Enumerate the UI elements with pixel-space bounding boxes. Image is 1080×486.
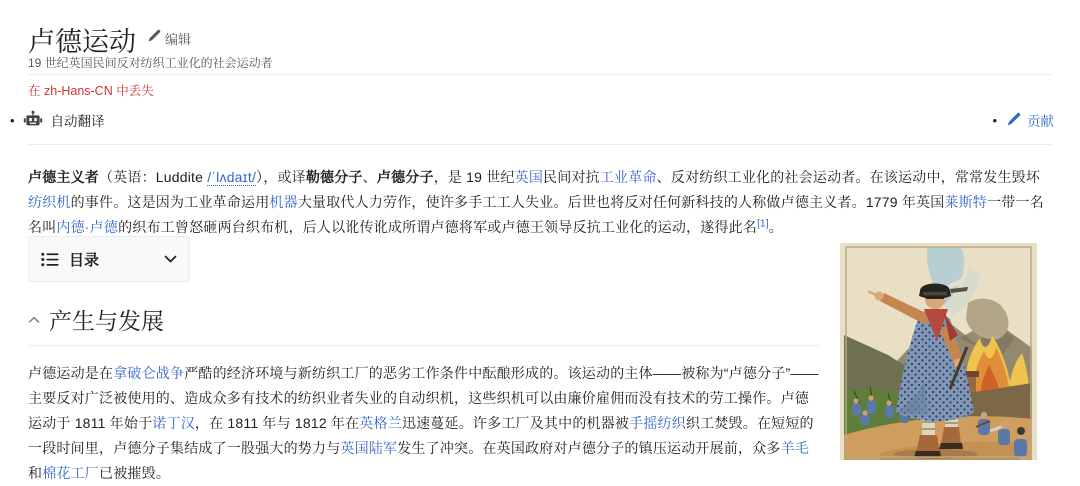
edit-label: 编辑 bbox=[165, 31, 192, 47]
divider bbox=[28, 74, 1052, 75]
edit-pencil-icon bbox=[146, 29, 161, 44]
article-image[interactable] bbox=[840, 243, 1037, 460]
divider bbox=[28, 144, 1052, 145]
tagline: 19 世纪英国民间反对纺织工业化的社会运动者 bbox=[28, 56, 273, 70]
wiki-link[interactable]: 手摇纺织 bbox=[629, 415, 686, 431]
luddite-leader-illustration bbox=[840, 243, 1037, 460]
robot-icon bbox=[23, 110, 43, 130]
wiki-link[interactable]: 拿破仑战争 bbox=[113, 365, 185, 381]
lead-paragraph: 卢德主义者（英语：Luddite /ˈlʌdaɪt/），或译勒德分子、卢德分子，是 19 世纪英国民间对抗工业革命、反对纺织工业化的社会运动者。在该运动中，常常发生毁坏纺织机的事件。这是因为工业革命运用机器大量取代人力劳作，使许多手工工人失业。后世也将反对任何新科技的人称做卢德主义者。1779 年英国莱斯特一带一名名叫内德·卢德的织布工曾怒砸两台织布机，后人以讹传讹成所谓卢德将军或卢德王领导反抗工业化的运动，遂得此名[1]。 bbox=[28, 169, 1044, 235]
wiki-link[interactable]: 英国 bbox=[514, 169, 544, 185]
auto-translate-item[interactable] bbox=[10, 110, 105, 130]
page-issues-row bbox=[10, 110, 1054, 130]
section-paragraph: 卢德运动是在拿破仑战争严酷的经济环境与新纺织工厂的恶劣工作条件中酝酿形成的。该运动的主体——被称为“卢德分子”——主要反对广泛被使用的、造成众多有技术的纺织业者失业的自动织机，这些织机可以由廉价雇佣而没有技术的劳工操作。卢德运动于 1811 年始于诺丁汉，在 1811 年与 1812 年在英格兰迅速蔓延。许多工厂及其中的机器被手摇纺织织工焚毁。在短短的一段时间里，卢德分子集结成了一股强大的势力与英国陆军发生了冲突。在英国政府对卢德分子的镇压运动开展前，众多羊毛和棉花工厂已被摧毁。 bbox=[28, 365, 819, 481]
ipa-link[interactable]: /ˈlʌdaɪt/ bbox=[207, 169, 257, 185]
bold-term: 卢德分子 bbox=[376, 169, 434, 185]
wiki-link[interactable]: 机器 bbox=[269, 194, 298, 210]
list-bullet-icon bbox=[41, 252, 59, 267]
contribute-label: 贡献 bbox=[1027, 114, 1054, 129]
chevron-up-icon bbox=[28, 316, 40, 324]
page-title: 卢德运动 bbox=[28, 27, 136, 58]
contribute-item bbox=[992, 110, 1054, 130]
toc-label: 目录 bbox=[69, 251, 100, 269]
bold-term: 勒德分子 bbox=[305, 169, 363, 185]
wiki-link[interactable]: 棉花工厂 bbox=[42, 465, 100, 481]
edit-button[interactable] bbox=[146, 29, 191, 48]
wiki-link[interactable]: 莱斯特 bbox=[944, 194, 988, 210]
wiki-link[interactable]: 羊毛 bbox=[780, 440, 810, 456]
toc-button[interactable] bbox=[28, 236, 190, 282]
section-heading[interactable] bbox=[28, 303, 820, 346]
citation-ref[interactable]: [1] bbox=[757, 218, 769, 230]
contribute-link[interactable] bbox=[1005, 110, 1054, 130]
section-title: 产生与发展 bbox=[49, 309, 164, 334]
wiki-link[interactable]: 纺织机 bbox=[28, 194, 71, 210]
wiki-link[interactable]: 英格兰 bbox=[359, 415, 402, 431]
bold-term: 卢德主义者 bbox=[28, 169, 99, 185]
list-bullet: • bbox=[10, 112, 15, 128]
auto-translate-label: 自动翻译 bbox=[50, 114, 105, 129]
missing-language-notice: 在 zh-Hans-CN 中丢失 bbox=[28, 84, 154, 98]
wiki-link[interactable]: 内德·卢德 bbox=[56, 219, 119, 235]
wiki-link[interactable]: 英国陆军 bbox=[340, 440, 398, 456]
list-bullet: • bbox=[992, 112, 997, 128]
chevron-down-icon bbox=[164, 255, 177, 264]
wiki-link[interactable]: 工业革命 bbox=[599, 169, 657, 185]
wiki-link[interactable]: 诺丁汉 bbox=[152, 415, 195, 431]
contribute-pencil-icon bbox=[1005, 112, 1021, 128]
